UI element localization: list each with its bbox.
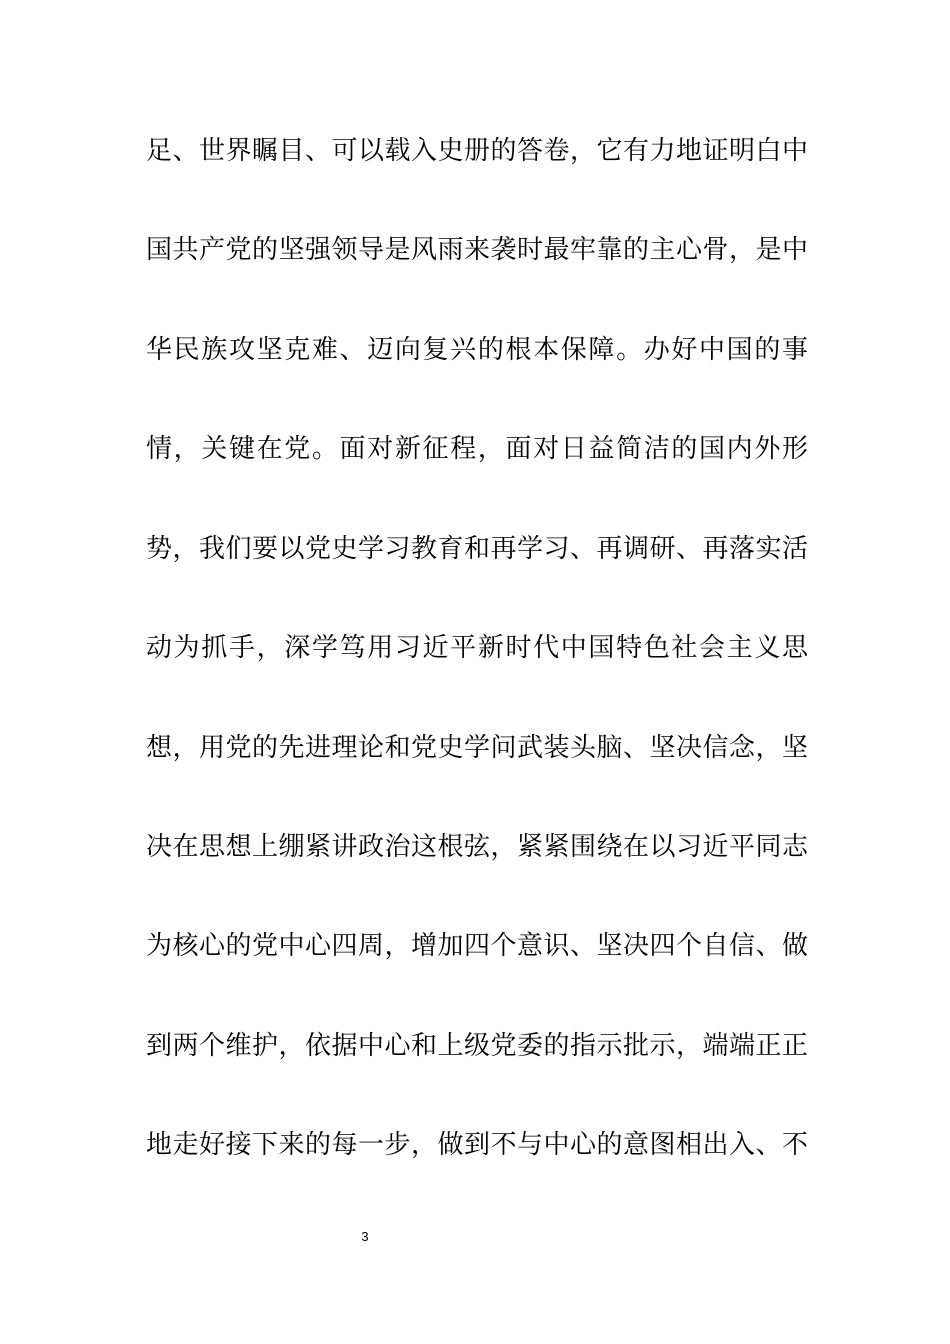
- page-number: 3: [361, 1229, 369, 1244]
- body-text-line: 华民族攻坚克难、迈向复兴的根本保障。办好中国的事: [146, 335, 808, 365]
- body-text-line: 为核心的党中心四周，增加四个意识、坚决四个自信、做: [146, 931, 808, 961]
- body-text-line: 到两个维护，依据中心和上级党委的指示批示，端端正正: [146, 1031, 808, 1061]
- body-text-line: 地走好接下来的每一步，做到不与中心的意图相出入、不: [146, 1130, 808, 1160]
- body-text-line: 想，用党的先进理论和党史学问武装头脑、坚决信念，坚: [146, 733, 808, 763]
- body-text-line: 情，关键在党。面对新征程，面对日益简洁的国内外形: [146, 434, 808, 464]
- body-text-line: 决在思想上绷紧讲政治这根弦，紧紧围绕在以习近平同志: [146, 832, 808, 862]
- body-text-line: 国共产党的坚强领导是风雨来袭时最牢靠的主心骨，是中: [146, 235, 808, 265]
- body-text-line: 足、世界瞩目、可以载入史册的答卷，它有力地证明白中: [146, 136, 808, 166]
- body-text-line: 动为抓手，深学笃用习近平新时代中国特色社会主义思: [146, 633, 808, 663]
- body-text-line: 势，我们要以党史学习教育和再学习、再调研、再落实活: [146, 534, 808, 564]
